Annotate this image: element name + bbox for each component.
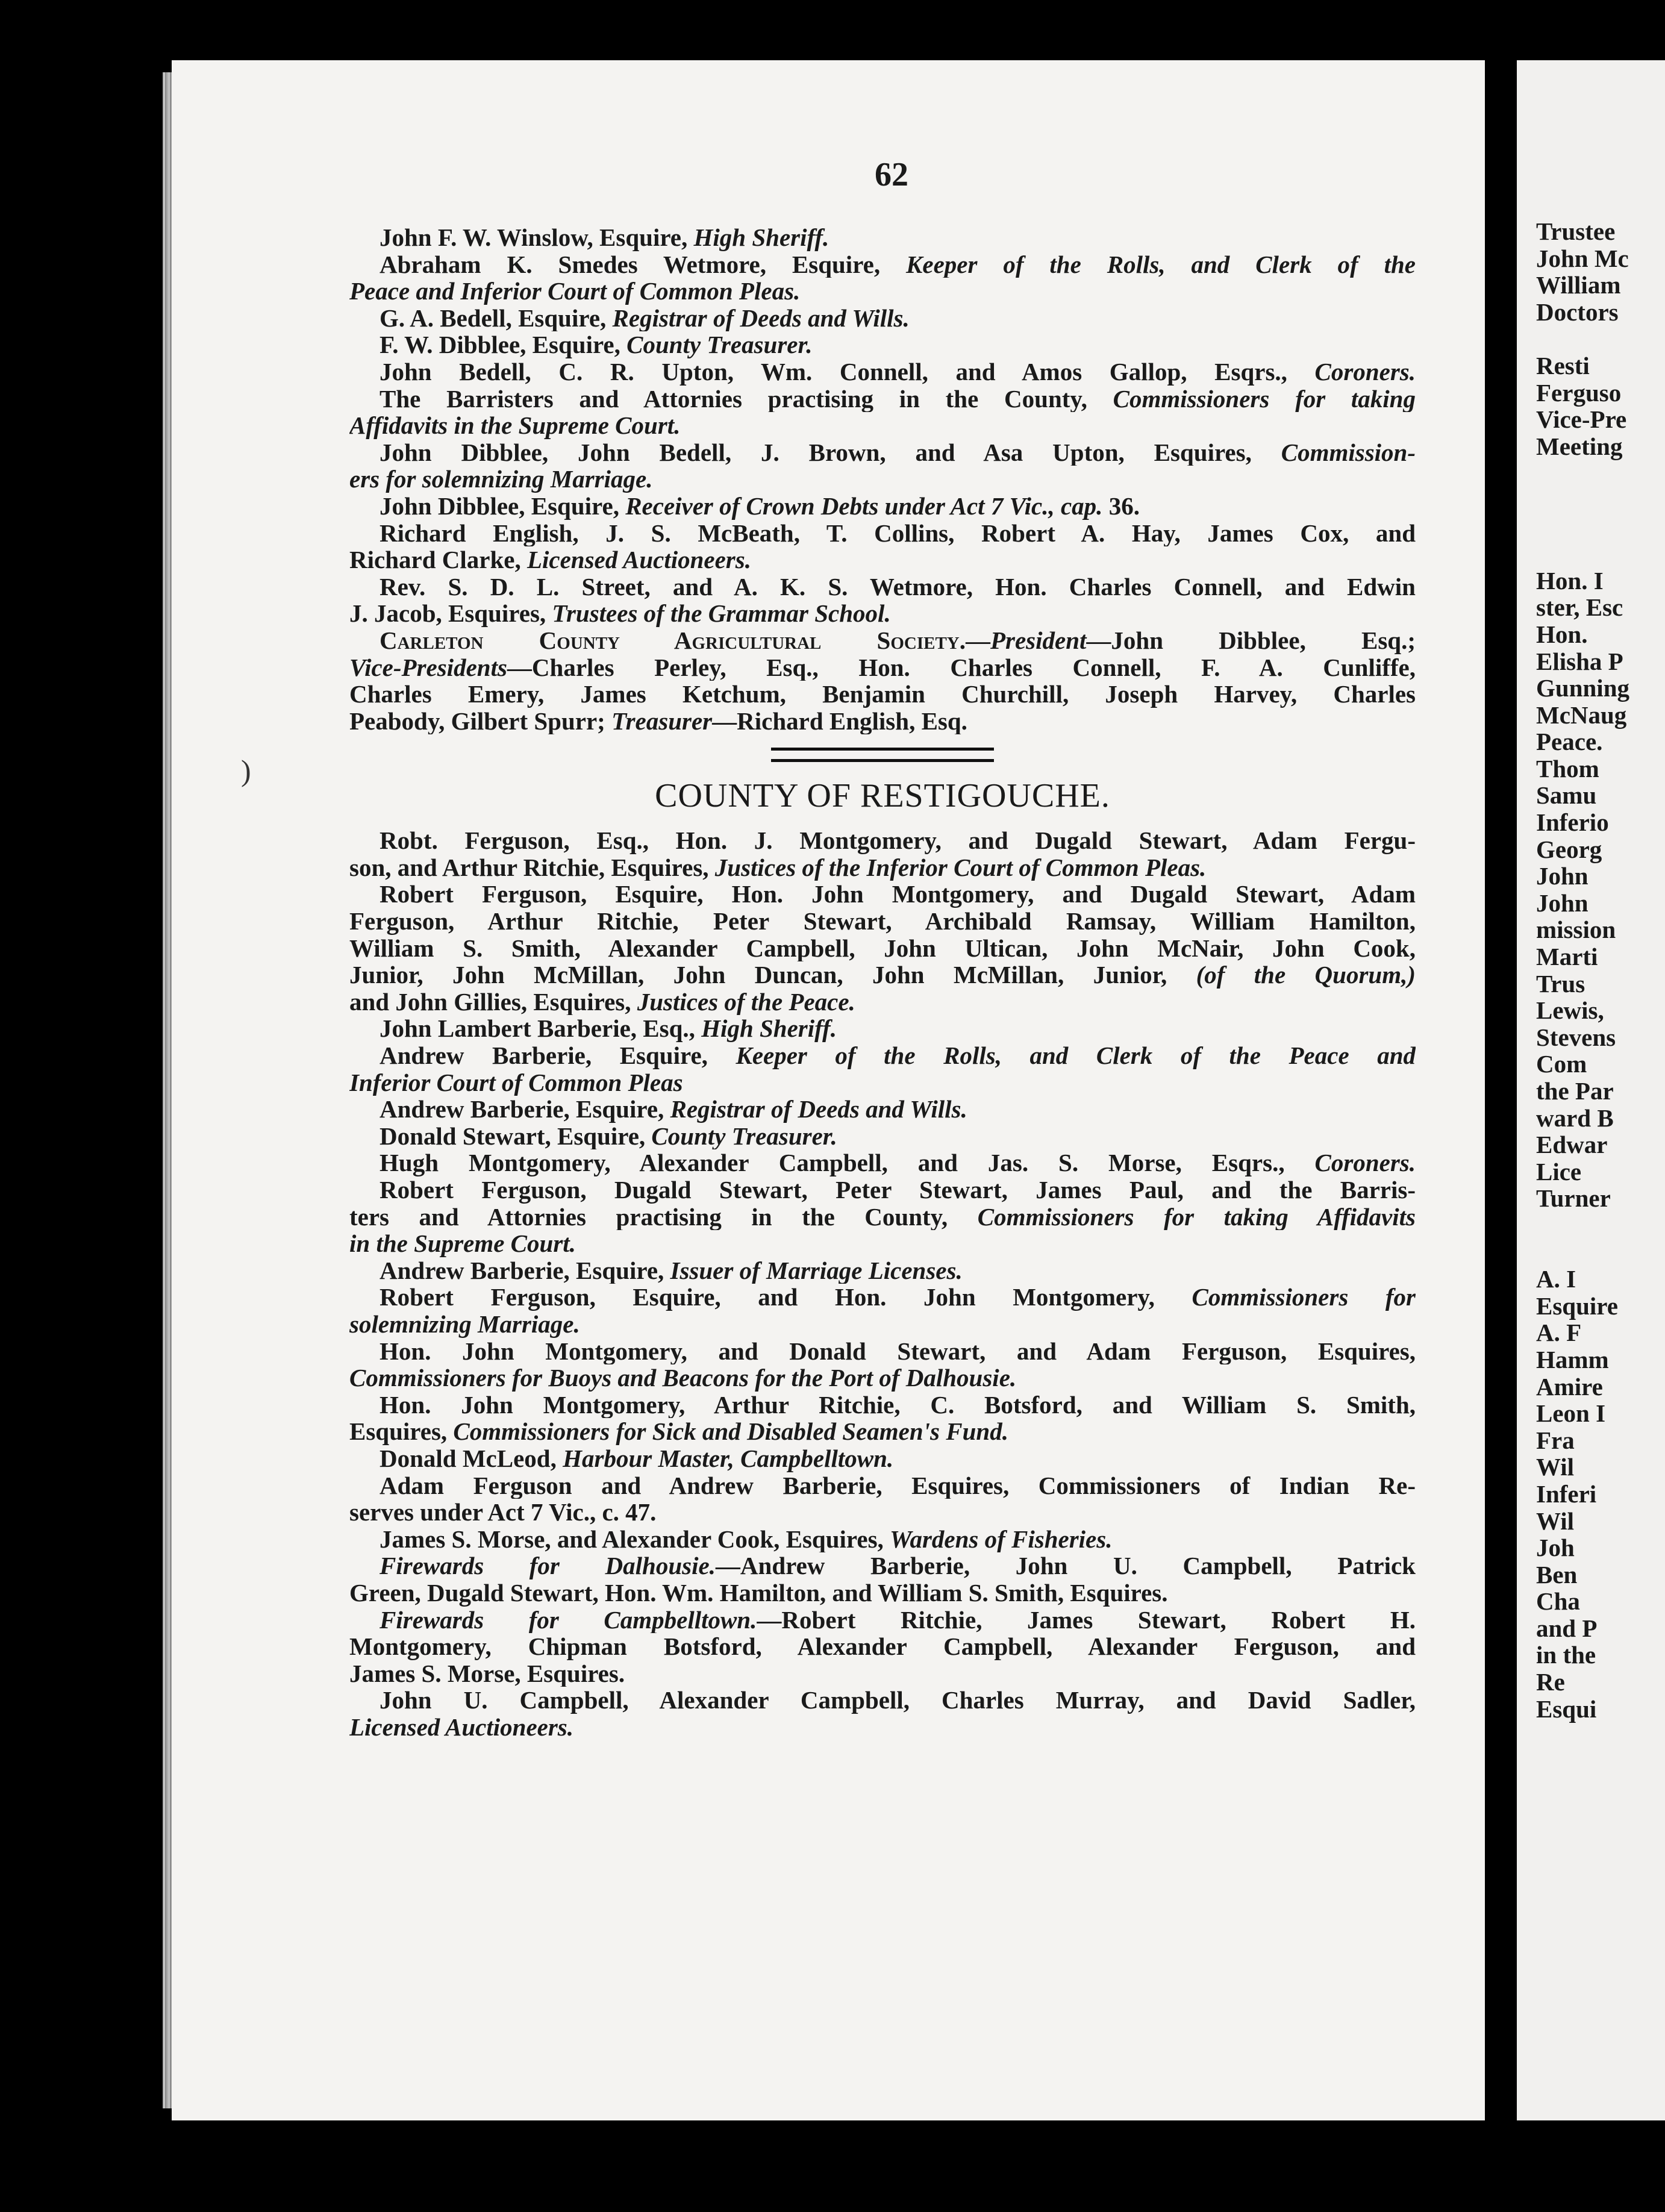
roman-text: Donald McLeod, [380,1445,563,1472]
roman-text: Hugh Montgomery, Alexander Campbell, and Jas. S. Morse, Esqrs., [380,1149,1315,1176]
italic-text: Commissioners for Buoys and Beacons for the Port of Dalhousie. [349,1364,1017,1392]
adjacent-page-fragment [1517,60,1665,2120]
italic-text: Vice-Presidents [349,654,507,681]
fragment-line: Peace. [1536,728,1603,756]
text-line [349,627,1416,654]
italic-text: Treasurer [611,707,713,735]
fragment-line: Gunning [1536,674,1629,702]
italic-text: (of the Quorum,) [1196,961,1416,989]
text-line [349,224,1416,251]
fragment-line: Com [1536,1050,1587,1078]
text-line [349,1392,1416,1419]
roman-text: —Charles Perley, Esq., Hon. Charles Connell, F. A. Cunliffe, [507,654,1416,681]
fragment-line: Inferi [1536,1479,1597,1508]
text-line [349,1552,1416,1579]
italic-text: Inferior Court of Common Pleas [349,1069,683,1096]
fragment-line: Turner [1536,1184,1611,1213]
roman-text: Esquires, [349,1418,454,1445]
roman-text: 36. [1102,492,1140,520]
text-line [349,1042,1416,1069]
fragment-line: Trus [1536,969,1585,998]
fragment-line: and P [1536,1614,1598,1642]
text-line [349,386,1416,413]
fragment-line: Leon I [1536,1399,1606,1428]
text-line [349,1445,1416,1472]
text-line [349,961,1416,989]
roman-text: Richard English, J. S. McBeath, T. Collins, Robert A. Hay, James Cox, and [380,519,1416,547]
roman-text: John Dibblee, Esquire, [380,492,626,520]
fragment-line: John [1536,862,1588,890]
fragment-line: the Par [1536,1077,1614,1105]
text-line [349,881,1416,908]
italic-text: Coroners. [1314,358,1416,386]
fragment-line: ward B [1536,1104,1614,1132]
roman-text: —John Dibblee, Esq.; [1086,626,1416,654]
text-line [349,989,1416,1016]
section-heading: COUNTY OF RESTIGOUCHE. [655,777,1110,815]
roman-text: —Robert Ritchie, James Stewart, Robert H. [757,1606,1416,1634]
roman-text: James S. Morse, Esquires. [349,1660,625,1687]
fragment-line: Esquire [1536,1292,1618,1320]
fragment-line: A. I [1536,1265,1576,1293]
text-line [349,1149,1416,1176]
roman-text: William S. Smith, Alexander Campbell, John Ultican, John McNair, John Cook, [349,934,1416,962]
roman-text: The Barristers and Attornies practising in the County, [380,385,1113,413]
roman-text: Rev. S. D. L. Street, and A. K. S. Wetmore, Hon. Charles Connell, and Edwin [380,573,1416,601]
roman-text: Green, Dugald Stewart, Hon. Wm. Hamilton, and William S. Smith, Esquires. [349,1579,1168,1607]
text-line [349,278,1416,305]
italic-text: Justices of the Inferior Court of Common Pleas. [714,854,1207,881]
fragment-line: Cha [1536,1587,1580,1616]
text-line [349,1526,1416,1553]
fragment-line [1517,1212,1665,1239]
fragment-line: Vice-Pre [1536,405,1627,434]
text-line [349,1364,1416,1392]
roman-text: Robert Ferguson, Esquire, and Hon. John Montgomery, [380,1284,1192,1311]
fragment-line: Doctors [1536,298,1619,326]
italic-text: Licensed Auctioneers. [349,1713,574,1741]
roman-text: John Dibblee, John Bedell, J. Brown, and Asa Upton, Esquires, [380,439,1281,466]
italic-text: Registrar of Deeds and Wills. [670,1096,967,1123]
fragment-line: in the [1536,1641,1596,1669]
italic-text: County Treasurer. [651,1122,837,1150]
text-line [349,1579,1416,1607]
text-line [349,600,1416,627]
fragment-line: Fra [1536,1426,1575,1454]
italic-text: Registrar of Deeds and Wills. [612,304,910,332]
text-line [349,1123,1416,1150]
roman-text: Charles Emery, James Ketchum, Benjamin Churchill, Joseph Harvey, Charles [349,681,1416,708]
italic-text: President [990,626,1087,654]
binding-mark: ) [241,754,251,787]
text-line [349,1284,1416,1311]
roman-text: —Richard English, Esq. [712,707,967,735]
text-line [349,520,1416,547]
fragment-line [1517,1239,1665,1266]
italic-text: solemnizing Marriage. [349,1310,580,1338]
roman-text: Peabody, Gilbert Spurr; [349,707,612,735]
text-line [349,935,1416,962]
text-line [349,854,1416,881]
italic-text: Receiver of Crown Debts under Act 7 Vic., cap. [625,492,1103,520]
fragment-line: Ferguso [1536,378,1622,407]
roman-text: John Lambert Barberie, Esq., [380,1015,702,1043]
text-line [349,466,1416,493]
restigouche-county-section [349,827,1416,1740]
italic-text: Licensed Auctioneers. [526,546,751,573]
roman-text: Andrew Barberie, Esquire, [380,1257,670,1284]
roman-text: ters and Attornies practising in the County, [349,1203,978,1231]
text-line [349,305,1416,332]
text-line [349,1418,1416,1445]
page-number: 62 [875,156,908,193]
roman-text: Donald Stewart, Esquire, [380,1122,652,1150]
italic-text: Affidavits in the Supreme Court. [349,412,681,439]
text-line [349,654,1416,681]
italic-text: County Treasurer. [626,331,813,358]
roman-text: Andrew Barberie, Esquire, [380,1096,670,1123]
roman-text: Robert Ferguson, Dugald Stewart, Peter Stewart, James Paul, and the Barris- [380,1176,1416,1204]
text-line [349,1257,1416,1284]
italic-text: ers for solemnizing Marriage. [349,466,653,493]
fragment-line: Wil [1536,1453,1575,1481]
fragment-line: Amire [1536,1372,1603,1401]
text-line [349,1176,1416,1204]
italic-text: Commissioners for taking [1113,385,1416,413]
italic-text: Keeper of the Rolls, and Clerk of the Peace and [736,1042,1416,1069]
roman-text: Richard Clarke, [349,546,527,573]
italic-text: High Sheriff. [701,1015,837,1043]
text-line [349,681,1416,708]
text-line [349,1472,1416,1499]
fragment-line [1517,487,1665,514]
text-line [349,708,1416,735]
fragment-line: Marti [1536,943,1598,971]
text-line [349,251,1416,278]
roman-text: J. Jacob, Esquires, [349,600,552,627]
fragment-line: Thom [1536,754,1599,783]
italic-text: Commissioners for [1192,1284,1416,1311]
italic-text: Issuer of Marriage Licenses. [670,1257,963,1284]
roman-text: Robt. Ferguson, Esq., Hon. J. Montgomery, and Dugald Stewart, Adam Fergu- [380,827,1416,854]
roman-text: Robert Ferguson, Esquire, Hon. John Montgomery, and Dugald Stewart, Adam [380,881,1416,908]
fragment-line: Re [1536,1668,1565,1696]
fragment-line: Georg [1536,835,1602,863]
roman-text: John F. W. Winslow, Esquire, [380,224,694,251]
roman-text: G. A. Bedell, Esquire, [380,304,613,332]
text-line [349,412,1416,439]
roman-text: Adam Ferguson and Andrew Barberie, Esquires, Commissioners of Indian Re- [380,1472,1416,1499]
roman-text: Abraham K. Smedes Wetmore, Esquire, [380,251,907,278]
roman-text: Junior, John McMillan, John Duncan, John McMillan, Junior, [349,961,1196,989]
roman-text: —Andrew Barberie, John U. Campbell, Patrick [715,1552,1416,1579]
fragment-line: McNaug [1536,701,1627,729]
text-line [349,1096,1416,1123]
italic-text: Firewards for Campbelltown. [380,1606,757,1634]
italic-text: Firewards for Dalhousie. [380,1552,716,1579]
text-line [349,1714,1416,1741]
fragment-line [1517,514,1665,541]
fragment-line: Inferio [1536,808,1609,837]
text-line [349,439,1416,466]
italic-text: Coroners. [1314,1149,1416,1176]
text-line [349,908,1416,935]
text-line [349,331,1416,358]
text-line [349,358,1416,386]
roman-text: Andrew Barberie, Esquire, [380,1042,736,1069]
carleton-county-section [349,224,1416,734]
italic-text: Trustees of the Grammar School. [552,600,891,627]
fragment-line: Esqui [1536,1695,1597,1723]
fragment-line: Resti [1536,351,1590,380]
italic-text: Harbour Master, Campbelltown. [563,1445,894,1472]
italic-text: in the Supreme Court. [349,1230,576,1257]
text-line [349,1311,1416,1338]
text-line [349,546,1416,573]
fragment-line: Hon. [1536,620,1588,648]
text-line [349,1069,1416,1096]
fragment-line: Samu [1536,781,1597,810]
fragment-line: Lice [1536,1157,1582,1186]
fragment-line: William [1536,271,1621,299]
roman-text: Ferguson, Arthur Ritchie, Peter Stewart, Archibald Ramsay, William Hamilton, [349,908,1416,935]
roman-text: Montgomery, Chipman Botsford, Alexander Campbell, Alexander Ferguson, and [349,1633,1416,1660]
fragment-line [1517,460,1665,487]
fragment-line: Hon. I [1536,566,1604,595]
text-line [349,573,1416,601]
fragment-line [1517,540,1665,567]
roman-text: John Bedell, C. R. Upton, Wm. Connell, and Amos Gallop, Esqrs., [380,358,1315,386]
fragment-line: Ben [1536,1560,1578,1589]
fragment-line: Lewis, [1536,996,1604,1025]
fragment-line [1517,325,1665,352]
italic-text: Wardens of Fisheries. [890,1525,1113,1553]
text-line [349,1499,1416,1526]
roman-text: — [965,626,990,654]
small-caps-text: Carleton County Agricultural Society. [380,626,966,654]
fragment-line: Hamm [1536,1345,1609,1373]
roman-text: son, and Arthur Ritchie, Esquires, [349,854,715,881]
page-body [349,224,1416,1740]
italic-text: Commission- [1281,439,1416,466]
fragment-line: Joh [1536,1534,1575,1562]
fragment-line: A. F [1536,1319,1582,1347]
fragment-line: Wil [1536,1507,1575,1535]
fragment-line: Meeting [1536,432,1623,460]
fragment-line: John Mc [1536,244,1629,272]
text-line [349,1204,1416,1231]
roman-text: James S. Morse, and Alexander Cook, Esquires, [380,1525,890,1553]
fragment-line: Stevens [1536,1023,1616,1051]
roman-text: Hon. John Montgomery, and Donald Stewart, and Adam Ferguson, Esquires, [380,1337,1416,1365]
italic-text: High Sheriff. [693,224,829,251]
fragment-line: mission [1536,916,1616,944]
italic-text: Commissioners for Sick and Disabled Seamen's Fund. [453,1418,1008,1445]
fragment-line: Elisha P [1536,647,1623,675]
italic-text: Commissioners for taking Affidavits [977,1203,1416,1231]
fragment-line: Edwar [1536,1131,1608,1159]
text-line [349,1015,1416,1042]
fragment-line: John [1536,889,1588,917]
text-line [349,1687,1416,1714]
text-line [349,1338,1416,1365]
text-line [349,493,1416,520]
text-line [349,1660,1416,1687]
italic-text: Keeper of the Rolls, and Clerk of the [906,251,1416,278]
text-line [349,1607,1416,1634]
roman-text: Hon. John Montgomery, Arthur Ritchie, C. Botsford, and William S. Smith, [380,1391,1416,1419]
italic-text: Justices of the Peace. [637,988,855,1016]
fragment-line: Trustee [1536,217,1616,245]
roman-text: and John Gillies, Esquires, [349,988,637,1016]
italic-text: Peace and Inferior Court of Common Pleas. [349,278,801,305]
roman-text: John U. Campbell, Alexander Campbell, Charles Murray, and David Sadler, [380,1687,1416,1714]
fragment-line: ster, Esc [1536,593,1623,622]
section-divider [771,748,994,762]
text-line [349,1230,1416,1257]
text-line [349,827,1416,854]
text-line [349,1633,1416,1660]
roman-text: serves under Act 7 Vic., c. 47. [349,1499,657,1526]
roman-text: F. W. Dibblee, Esquire, [380,331,627,358]
